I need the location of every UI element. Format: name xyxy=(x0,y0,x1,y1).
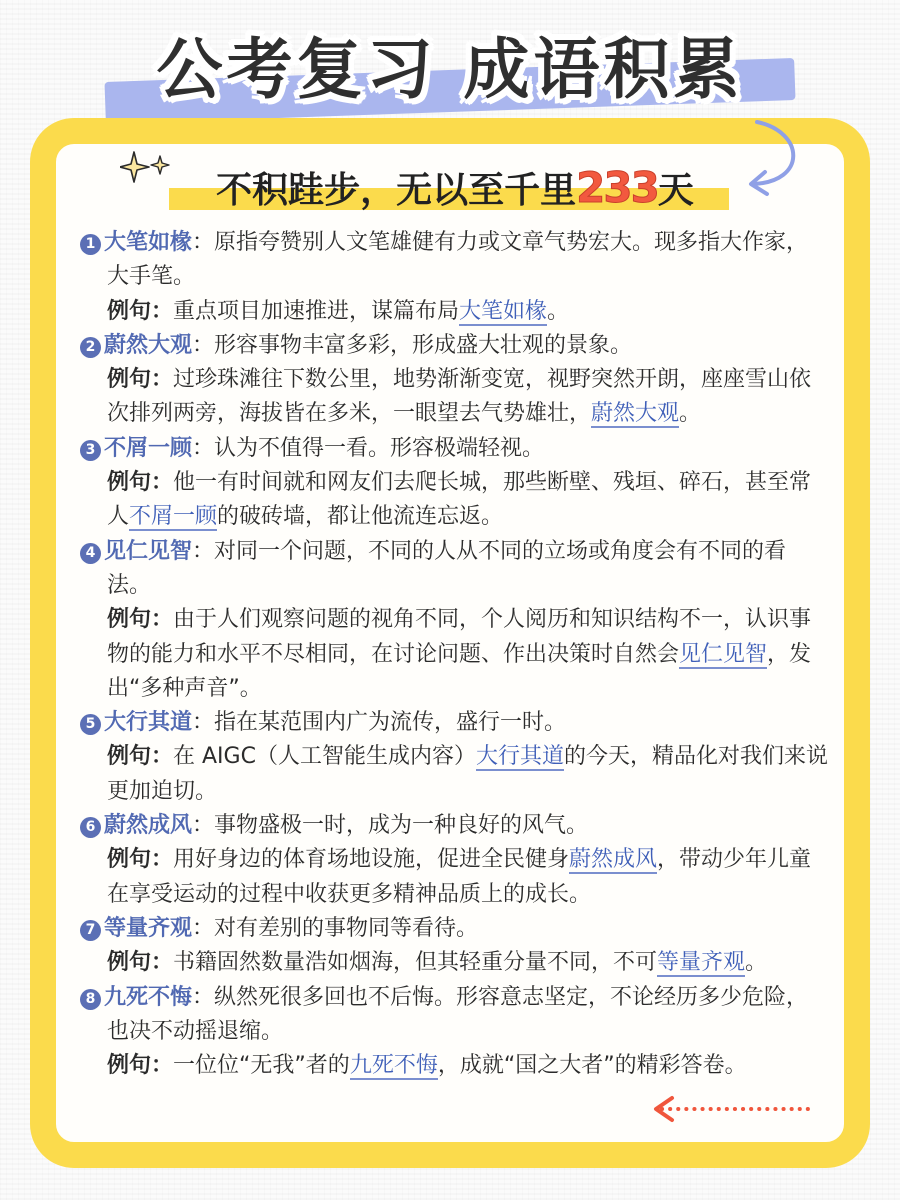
example-label: 例句： xyxy=(107,1053,174,1079)
idiom-entry xyxy=(80,912,830,981)
page-title: 公考复习 成语积累 xyxy=(156,31,744,108)
definition-line xyxy=(80,981,830,1050)
idiom-entry xyxy=(80,809,830,912)
example-text: 用好身边的体育场地设施，促进全民健身 xyxy=(173,847,570,873)
idiom-term: 不屑一顾 xyxy=(104,435,193,461)
example-text: 一位位“无我”者的 xyxy=(173,1053,350,1079)
idiom-entry xyxy=(80,706,830,809)
definition-line xyxy=(80,809,830,843)
example-idiom-highlight: 大笔如椽 xyxy=(459,298,548,324)
example-text: 重点项目加速推进，谋篇布局 xyxy=(173,298,460,324)
entry-number: 3 xyxy=(80,440,101,461)
example-line xyxy=(80,1049,830,1083)
definition-line xyxy=(80,535,830,604)
example-label: 例句： xyxy=(107,607,174,633)
example-line xyxy=(80,843,830,912)
idiom-term: 蔚然成风 xyxy=(104,813,193,839)
example-idiom-highlight: 等量齐观 xyxy=(657,950,746,976)
idiom-list xyxy=(80,226,830,1083)
idiom-term: 大笔如椽 xyxy=(104,230,193,255)
example-label: 例句： xyxy=(107,367,174,393)
dotted-arrow-left-icon xyxy=(650,1092,820,1126)
example-text: 由于人们观察问题的视角不同，个人阅历和知识结构不一，认识事物的能力和水平不尽相同，在讨论问题、作出决策时自然会 xyxy=(107,607,812,667)
example-line xyxy=(80,740,830,809)
subtitle-suffix: 天 xyxy=(657,170,694,211)
idiom-definition: ：形容事物丰富多彩，形成盛大壮观的景象。 xyxy=(192,332,633,358)
example-text-end: 。 xyxy=(745,950,768,976)
example-label: 例句： xyxy=(107,298,174,324)
example-text-end: 。 xyxy=(547,298,570,324)
idiom-entry xyxy=(80,329,830,432)
definition-line xyxy=(80,329,830,363)
definition-line xyxy=(80,432,830,466)
idiom-term: 见仁见智 xyxy=(104,538,193,564)
idiom-definition: ：认为不值得一看。形容极端轻视。 xyxy=(192,435,545,461)
idiom-definition: ：对同一个问题，不同的人从不同的立场或角度会有不同的看法。 xyxy=(107,538,787,598)
example-text: 在 AIGC（人工智能生成内容） xyxy=(173,744,476,770)
idiom-term: 大行其道 xyxy=(104,710,193,736)
definition-line xyxy=(80,226,830,295)
entry-number: 5 xyxy=(80,714,101,735)
example-text-end: 的破砖墙，都让他流连忘返。 xyxy=(217,504,504,530)
example-label: 例句： xyxy=(107,470,174,496)
idiom-definition: ：原指夸赞别人文笔雄健有力或文章气势宏大。现多指大作家，大手笔。 xyxy=(107,230,809,290)
example-label: 例句： xyxy=(107,950,174,976)
idiom-definition: ：指在某范围内广为流传，盛行一时。 xyxy=(192,710,567,736)
example-idiom-highlight: 见仁见智 xyxy=(679,641,768,667)
definition-line xyxy=(80,706,830,740)
entry-number: 7 xyxy=(80,920,101,941)
example-idiom-highlight: 蔚然成风 xyxy=(569,847,658,873)
example-text-end: 。 xyxy=(679,401,702,427)
idiom-definition: ：事物盛极一时，成为一种良好的风气。 xyxy=(192,813,589,839)
idiom-entry xyxy=(80,432,830,535)
example-line xyxy=(80,295,830,329)
idiom-term: 蔚然大观 xyxy=(104,332,193,358)
example-label: 例句： xyxy=(107,744,174,770)
entry-number: 1 xyxy=(80,234,101,255)
entry-number: 8 xyxy=(80,989,101,1010)
example-text: 书籍固然数量浩如烟海，但其轻重分量不同，不可 xyxy=(173,950,658,976)
example-text-end: 的今天，精品化对我们来说更加迫切。 xyxy=(107,744,828,804)
example-text-end: ，带动少年儿童在享受运动的过程中收获更多精神品质上的成长。 xyxy=(107,847,812,907)
subtitle xyxy=(155,158,755,218)
idiom-definition: ：对有差别的事物同等看待。 xyxy=(192,915,479,941)
example-idiom-highlight: 不屑一顾 xyxy=(129,504,218,530)
example-text-end: ，发出“多种声音”。 xyxy=(107,641,812,701)
example-text-end: ，成就“国之大者”的精彩答卷。 xyxy=(437,1053,747,1079)
example-line xyxy=(80,603,830,706)
idiom-entry xyxy=(80,981,830,1084)
entry-number: 6 xyxy=(80,817,101,838)
example-text: 他一有时间就和网友们去爬长城，那些断壁、残垣、碎石，甚至常人 xyxy=(107,470,812,530)
idiom-term: 九死不悔 xyxy=(104,984,193,1010)
subtitle-text: 不积跬步，无以至千里 xyxy=(216,170,577,211)
definition-line xyxy=(80,912,830,946)
example-label: 例句： xyxy=(107,847,174,873)
example-idiom-highlight: 蔚然大观 xyxy=(591,401,680,427)
idiom-entry xyxy=(80,535,830,706)
day-count: 233 xyxy=(576,163,658,212)
entry-number: 4 xyxy=(80,543,101,564)
entry-number: 2 xyxy=(80,337,101,358)
idiom-term: 等量齐观 xyxy=(104,915,193,941)
example-idiom-highlight: 大行其道 xyxy=(475,744,564,770)
idiom-definition: ：纵然死很多回也不后悔。形容意志坚定，不论经历多少危险，也决不动摇退缩。 xyxy=(107,984,809,1044)
idiom-entry xyxy=(80,226,830,329)
example-idiom-highlight: 九死不悔 xyxy=(349,1053,438,1079)
example-line xyxy=(80,466,830,535)
example-line xyxy=(80,363,830,432)
example-line xyxy=(80,946,830,980)
example-text: 过珍珠滩往下数公里，地势渐渐变宽，视野突然开朗，座座雪山依次排列两旁，海拔皆在多米，一眼望去气势雄壮， xyxy=(107,367,812,427)
